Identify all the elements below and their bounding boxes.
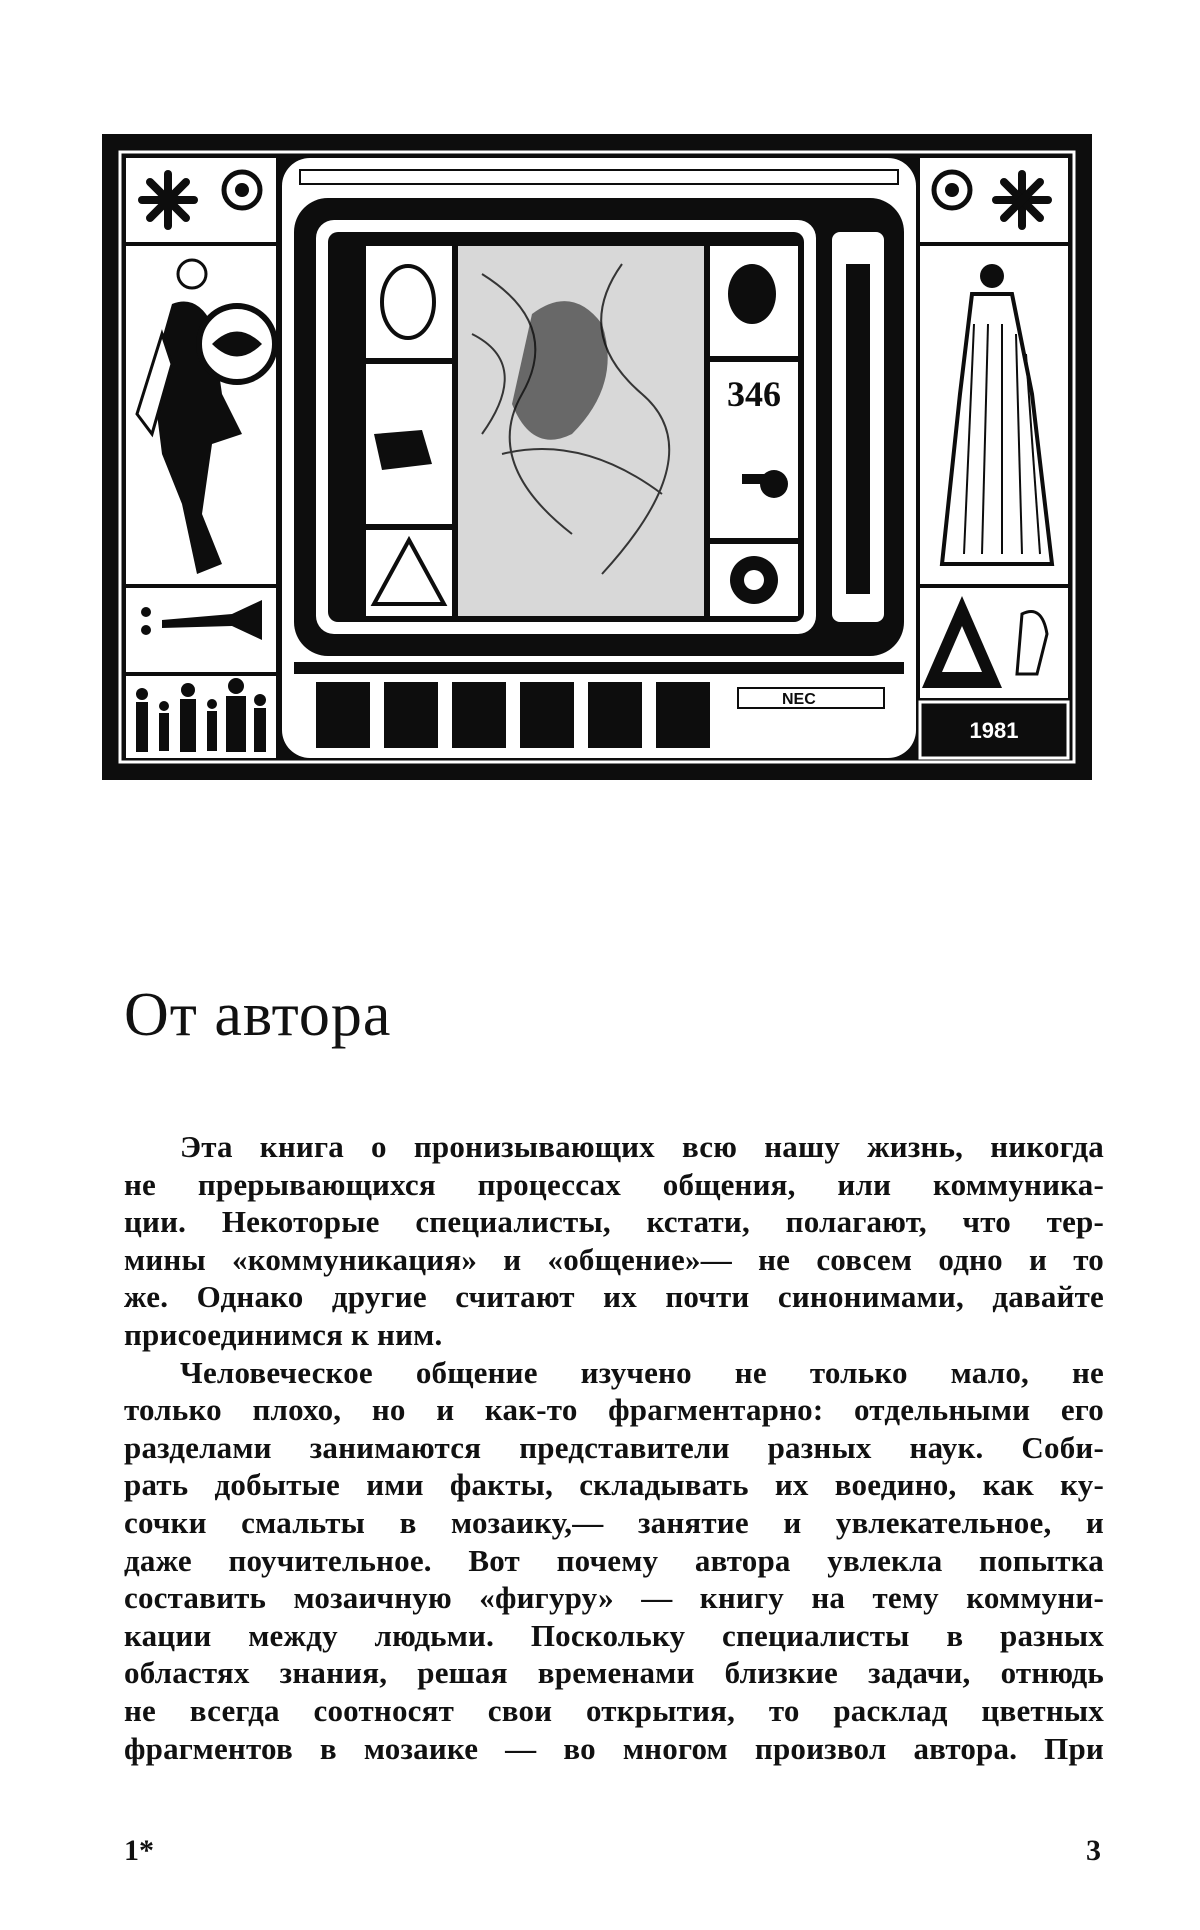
- counter-label: 1981: [969, 718, 1019, 743]
- text-line: разделами занимаются представители разных наук. Соби-: [124, 1429, 1104, 1465]
- body-text: [124, 1128, 1104, 1767]
- text-line: присоединимся к ним.: [124, 1316, 443, 1352]
- paragraph-1: [124, 1128, 1104, 1354]
- brand-label: NEC: [782, 691, 816, 708]
- text-line: даже поучительное. Вот почему автора увлекла попытка: [124, 1542, 1104, 1578]
- tv-screen-icon: [282, 158, 916, 758]
- text-line: ции. Некоторые специалисты, кстати, полагают, что тер-: [124, 1204, 1104, 1240]
- letter-a-icon: [920, 588, 1068, 698]
- text-line: составить мозаичную «фигуру» — книгу на тему коммуни-: [124, 1580, 1104, 1616]
- text-line: только плохо, но и как-то фрагментарно: отдельными его: [124, 1392, 1104, 1428]
- counter-display: [920, 702, 1068, 758]
- text-line: кации между людьми. Поскольку специалисты в разных: [124, 1617, 1104, 1653]
- frontispiece-illustration: [102, 134, 1092, 780]
- text-line: рать добытые ими факты, складывать их воедино, как ку-: [124, 1467, 1104, 1503]
- page-number: 3: [1086, 1834, 1101, 1867]
- text-line: областях знания, решая временами близкие задачи, отнюдь: [124, 1655, 1104, 1691]
- trumpet-icon: [126, 588, 276, 672]
- text-line: фрагментов в мозаике — во многом произвол автора. При: [124, 1730, 1104, 1766]
- screen-number: 346: [727, 374, 781, 414]
- text-line: не прерывающихся процессах общения, или коммуника-: [124, 1166, 1104, 1202]
- text-line: же. Однако другие считают их почти синонимами, давайте: [124, 1279, 1104, 1315]
- spiral-ornament-icon: [920, 158, 1068, 242]
- snowflake-ornament-icon: [126, 158, 276, 242]
- text-line: Эта книга о пронизывающих всю нашу жизнь, никогда: [180, 1129, 1104, 1164]
- signature-mark: 1*: [124, 1834, 154, 1867]
- family-silhouette-icon: [126, 676, 276, 758]
- paragraph-2: [124, 1354, 1104, 1768]
- chapter-title: От автора: [124, 981, 392, 1049]
- angel-figure-icon: [126, 246, 276, 584]
- muse-figure-icon: [920, 246, 1068, 584]
- text-line: мины «коммуникация» и «общение»— не совсем одно и то: [124, 1241, 1104, 1277]
- text-line: не всегда соотносят свои открытия, то расклад цветных: [124, 1692, 1104, 1728]
- text-line: Человеческое общение изучено не только мало, не: [180, 1354, 1104, 1390]
- compass-rose-icon: [730, 556, 778, 604]
- text-line: сочки смальты в мозаику,— занятие и увлекательное, и: [124, 1504, 1104, 1540]
